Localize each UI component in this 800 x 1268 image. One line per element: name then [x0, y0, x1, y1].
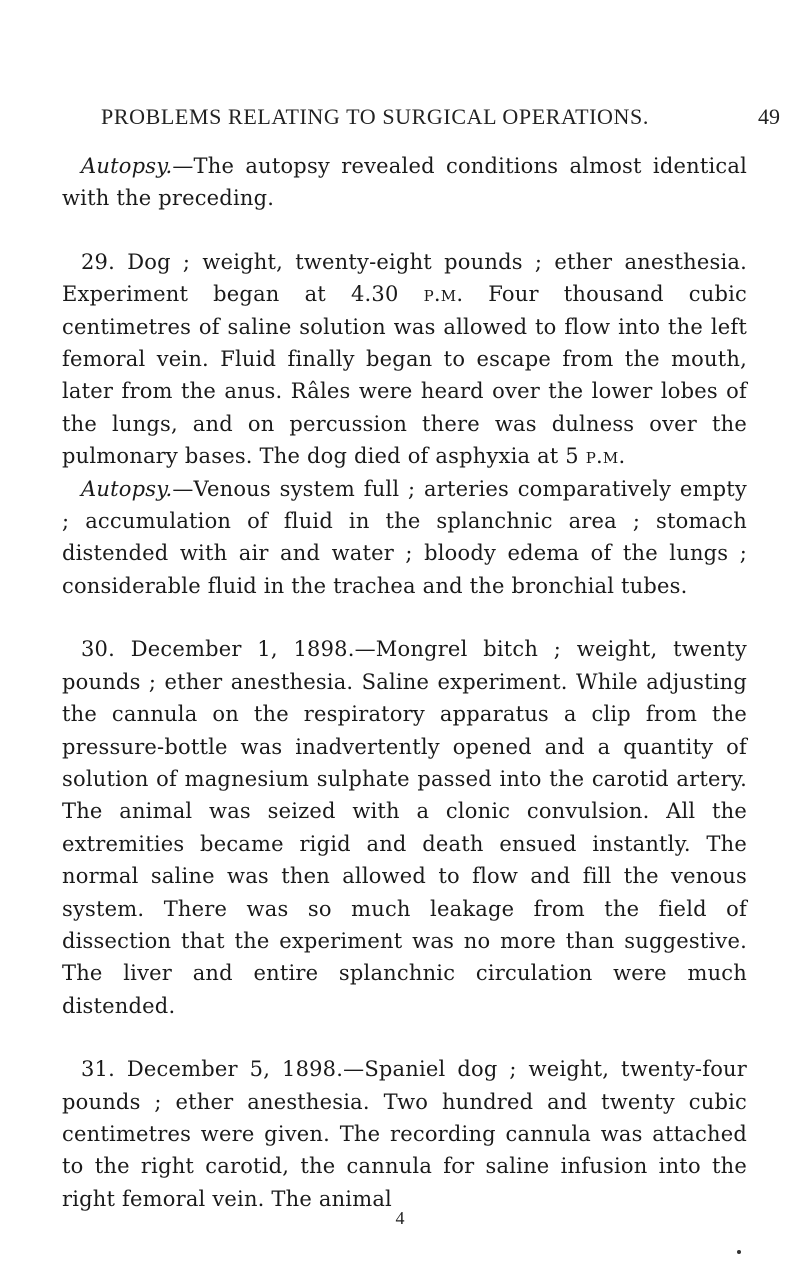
paragraph-text: 29. Dog ; weight, twenty-eight pounds ; ether anesthesia. Experiment began at 4.30 — [62, 249, 747, 307]
time-abbrev: p.m. — [423, 282, 464, 307]
autopsy-heading: Autopsy. — [81, 476, 173, 501]
paragraph-text: 30. December 1, 1898.—Mongrel bitch ; weight, twenty pounds ; ether anesthesia. Saline experiment. While adjusting the cannula on the respiratory apparatus a clip from the pressure-bottle was inadvertently opened and a quantity of solution of magnesium sulphate passed into the carotid artery. The animal was seized with a clonic convulsion. All the extremities became rigid and death ensued instantly. The normal saline was then allowed to flow and fill the venous system. There was so much leakage from the field of dissection that the experiment was no more than suggestive. The liver and entire splanchnic circulation were much distended. — [62, 637, 747, 1018]
paragraph-autopsy-28 — [62, 150, 747, 215]
page-number: 49 — [758, 104, 780, 129]
paragraph-text: 31. December 5, 1898.—Spaniel dog ; weight, twenty-four pounds ; ether anesthesia. Two hundred and twenty cubic centimetres were given. The recording cannula was attached to the right carotid, the cannula for saline infusion into the right femoral vein. The animal — [62, 1057, 747, 1211]
paragraph-experiment-31 — [62, 1053, 747, 1215]
autopsy-heading: Autopsy. — [81, 154, 173, 178]
paragraph-experiment-30 — [62, 633, 747, 1022]
ink-speck — [737, 1250, 741, 1254]
paragraph-text: Four thousand cubic centimetres of saline solution was allowed to flow into the left femoral vein. Fluid finally began to escape from the mouth, later from the anus. Râles were heard over the lower lobes of the lungs, and on percussion there was dulness over the pulmonary bases. The dog died of asphyxia at 5 — [62, 282, 747, 469]
paragraph-text: —The autopsy revealed conditions almost identical with the preceding. — [62, 154, 747, 211]
paragraph-text: —Venous system full ; arteries comparatively empty ; accumulation of fluid in the splanchnic area ; stomach distended with air and water ; bloody edema of the lungs ; considerable fluid in the trachea and the bronchial tubes. — [62, 476, 747, 598]
time-abbrev: p.m. — [585, 444, 626, 469]
paragraph-autopsy-29 — [62, 473, 747, 603]
signature-mark: 4 — [395, 1208, 405, 1228]
body-text — [62, 150, 747, 1215]
paragraph-experiment-29 — [62, 246, 747, 473]
running-title: PROBLEMS RELATING TO SURGICAL OPERATIONS. — [101, 104, 649, 129]
running-head — [30, 104, 780, 134]
